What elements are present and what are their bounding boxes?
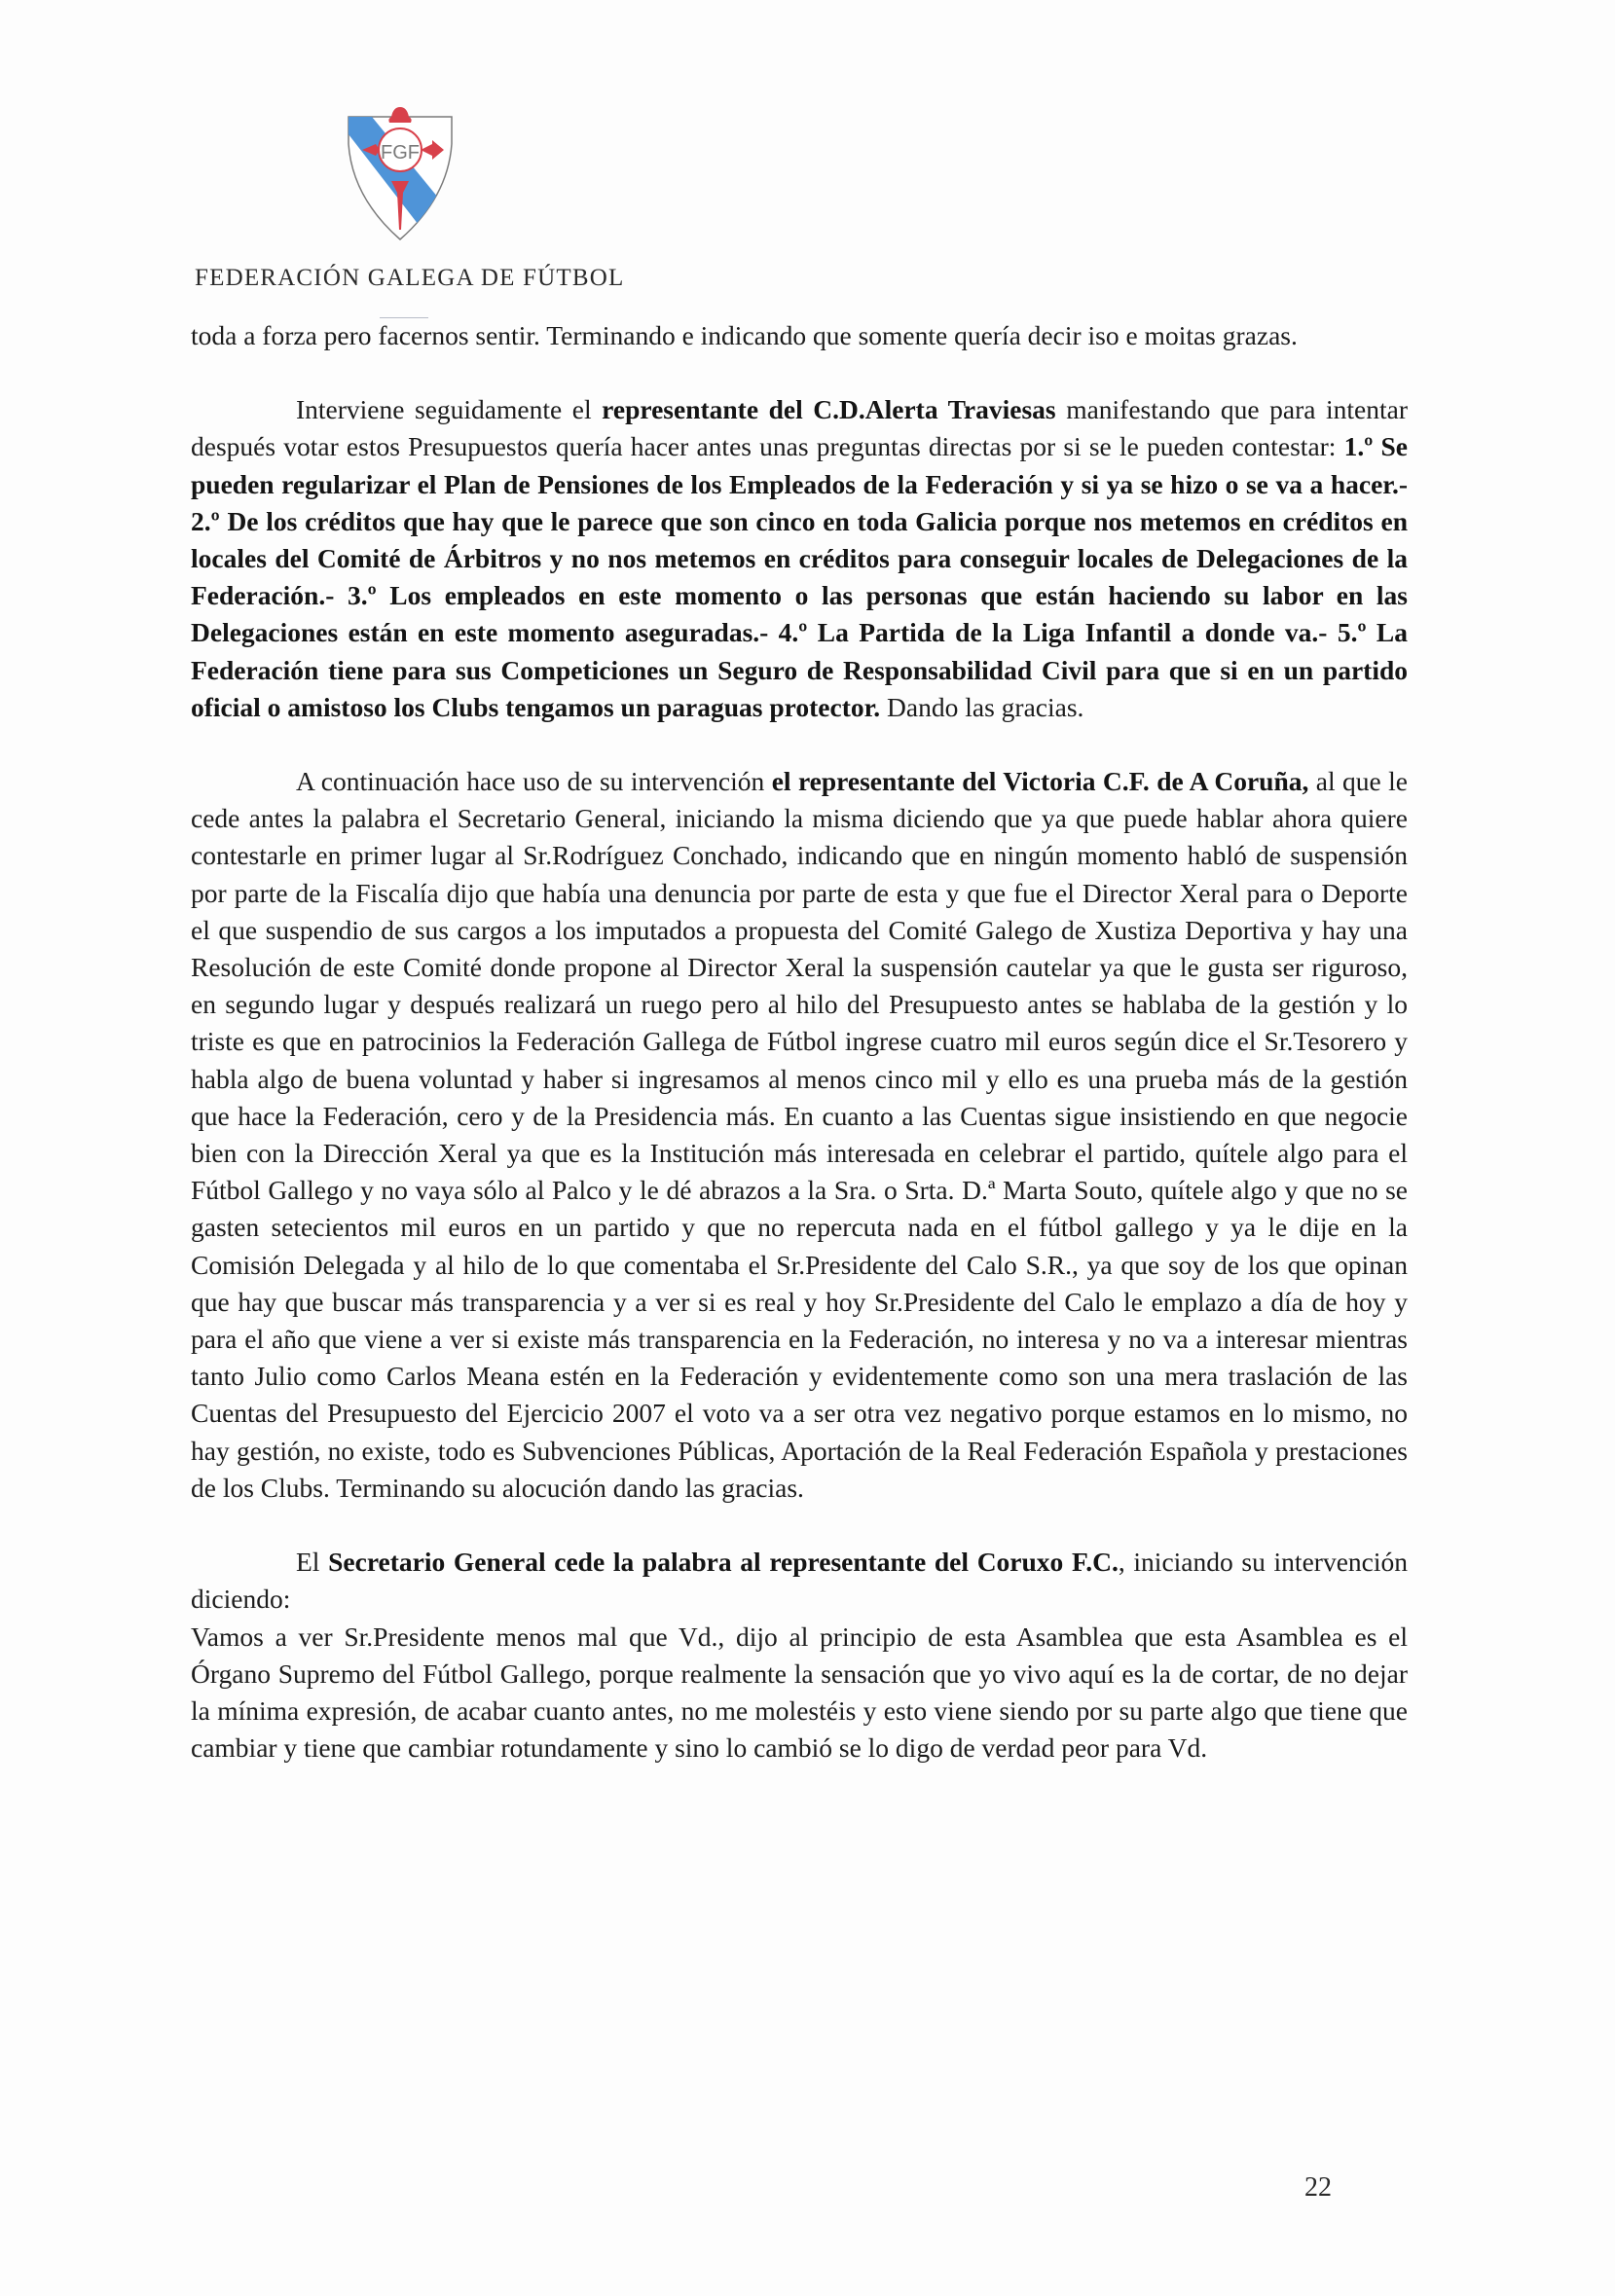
fgf-shield-logo-icon [343,105,458,243]
text-run: al que le cede antes la palabra el Secretario General, iniciando la misma diciendo que ya que puede hablar ahora quiere contestarle en primer lugar al Sr.Rodríguez Conchado, indicando que en ningún momento habló de suspensión por parte de la Fiscalía dijo que había una denuncia por parte de esta y que fue el Director Xeral para o Deporte el que suspendio de sus cargos a los imputados a propuesta del Comité Galego de Xustiza Deportiva y hay una Resolución de este Comité donde propone al Director Xeral la suspensión cautelar ya que le gusta ser riguroso, en segundo lugar y después realizará un ruego pero al hilo del Presupuesto antes se hablaba de la gestión y lo triste es que en patrocinios la Federación Gallega de Fútbol ingrese cuatro mil euros según dice el Sr.Tesorero y habla algo de buena voluntad y haber si ingresamos al menos cinco mil y ello es una prueba más de la gestión que hace la Federación, cero y de la Presidencia más. En cuanto a las Cuentas sigue insistiendo en que negocie bien con la Dirección Xeral ya que es la Institución más interesada en celebrar el partido, quítele algo para el Fútbol Gallego y no vaya sólo al Palco y le dé abrazos a la Sra. o Srta. D.ª Marta Souto, quítele algo y que no se gasten setecientos mil euros en un partido y que no repercuta nada en el fútbol gallego y ya le dije en la Comisión Delegada y al hilo de lo que comentaba el Sr.Presidente del Calo S.R., ya que soy de los que opinan que hay que buscar más transparencia y a ver si es real y hoy Sr.Presidente del Calo le emplazo a día de hoy y para el año que viene a ver si existe más transparencia en la Federación, no interesa y no va a interesar mientras tanto Julio como Carlos Meana estén en la Federación y evidentemente como son una mera traslación de las Cuentas del Presupuesto del Ejercicio 2007 el voto va a ser otra vez negativo porque estamos en lo mismo, no hay gestión, no existe, todo es Subvenciones Públicas, Aportación de la Real Federación Española y prestaciones de los Clubs. Terminando su alocución dando las gracias. [191,766,1409,1503]
paragraph-4 [191,1544,1408,1618]
bold-text-run: 1.º Se pueden regularizar el Plan de Pensiones de los Empleados de la Federación y si ya se hizo o se va a hacer.- 2.º De los créditos que hay que le parece que son cinco en toda Galicia porque nos metemos en créditos en locales del Comité de Árbitros y no nos metemos en créditos para conseguir locales de Delegaciones de la Federación.- 3.º Los empleados en este momento o las personas que están haciendo su labor en las Delegaciones están en este momento aseguradas.- 4.º La Partida de la Liga Infantil a donde va.- 5.º La Federación tiene para sus Competiciones un Seguro de Responsabilidad Civil para que si en un partido oficial o amistoso los Clubs tengamos un paraguas protector. [191,431,1409,722]
bold-text-run: el representante del Victoria C.F. de A Coruña, [771,766,1309,797]
text-run: El [296,1547,329,1578]
paragraph-3 [191,763,1408,1507]
paragraph-2 [191,391,1408,726]
text-run: Vamos a ver Sr.Presidente menos mal que Vd., dijo al principio de esta Asamblea que esta Asamblea es el Órgano Supremo del Fútbol Gallego, porque realmente la sensación que yo vivo aquí es la de cortar, de no dejar la mínima expresión, de acabar cuanto antes, no me molestéis y esto viene siendo por su parte algo que tiene que cambiar y tiene que cambiar rotundamente y sino lo cambió se lo digo de verdad peor para Vd. [191,1621,1408,1764]
paragraph-spacer [191,1507,1408,1544]
paragraph-1 [191,317,1408,354]
paragraph-5 [191,1619,1408,1768]
text-run: Interviene seguidamente el [296,394,603,425]
text-run: Dando las gracias. [880,691,1084,722]
paragraph-spacer [191,354,1408,391]
document-body [191,317,1408,1767]
logo-monogram: FGF [381,142,420,164]
bold-text-run: Secretario General cede la palabra al representante del Coruxo F.C. [328,1547,1119,1578]
text-run: , iniciando su intervención diciendo: [191,1547,1408,1615]
bold-text-run: representante del C.D.Alerta Traviesas [602,394,1056,425]
text-run: A continuación hace uso de su intervención [296,766,772,797]
page-number: 22 [1304,2172,1332,2203]
paragraph-spacer [191,726,1408,763]
text-run: manifestando que para intentar después votar estos Presupuestos quería hacer antes unas preguntas directas por si se le pueden contestar: [191,394,1408,462]
text-run: toda a forza pero facernos sentir. Terminando e indicando que somente quería decir iso e moitas grazas. [191,320,1298,350]
organization-name: FEDERACIÓN GALEGA DE FÚTBOL [195,265,625,291]
